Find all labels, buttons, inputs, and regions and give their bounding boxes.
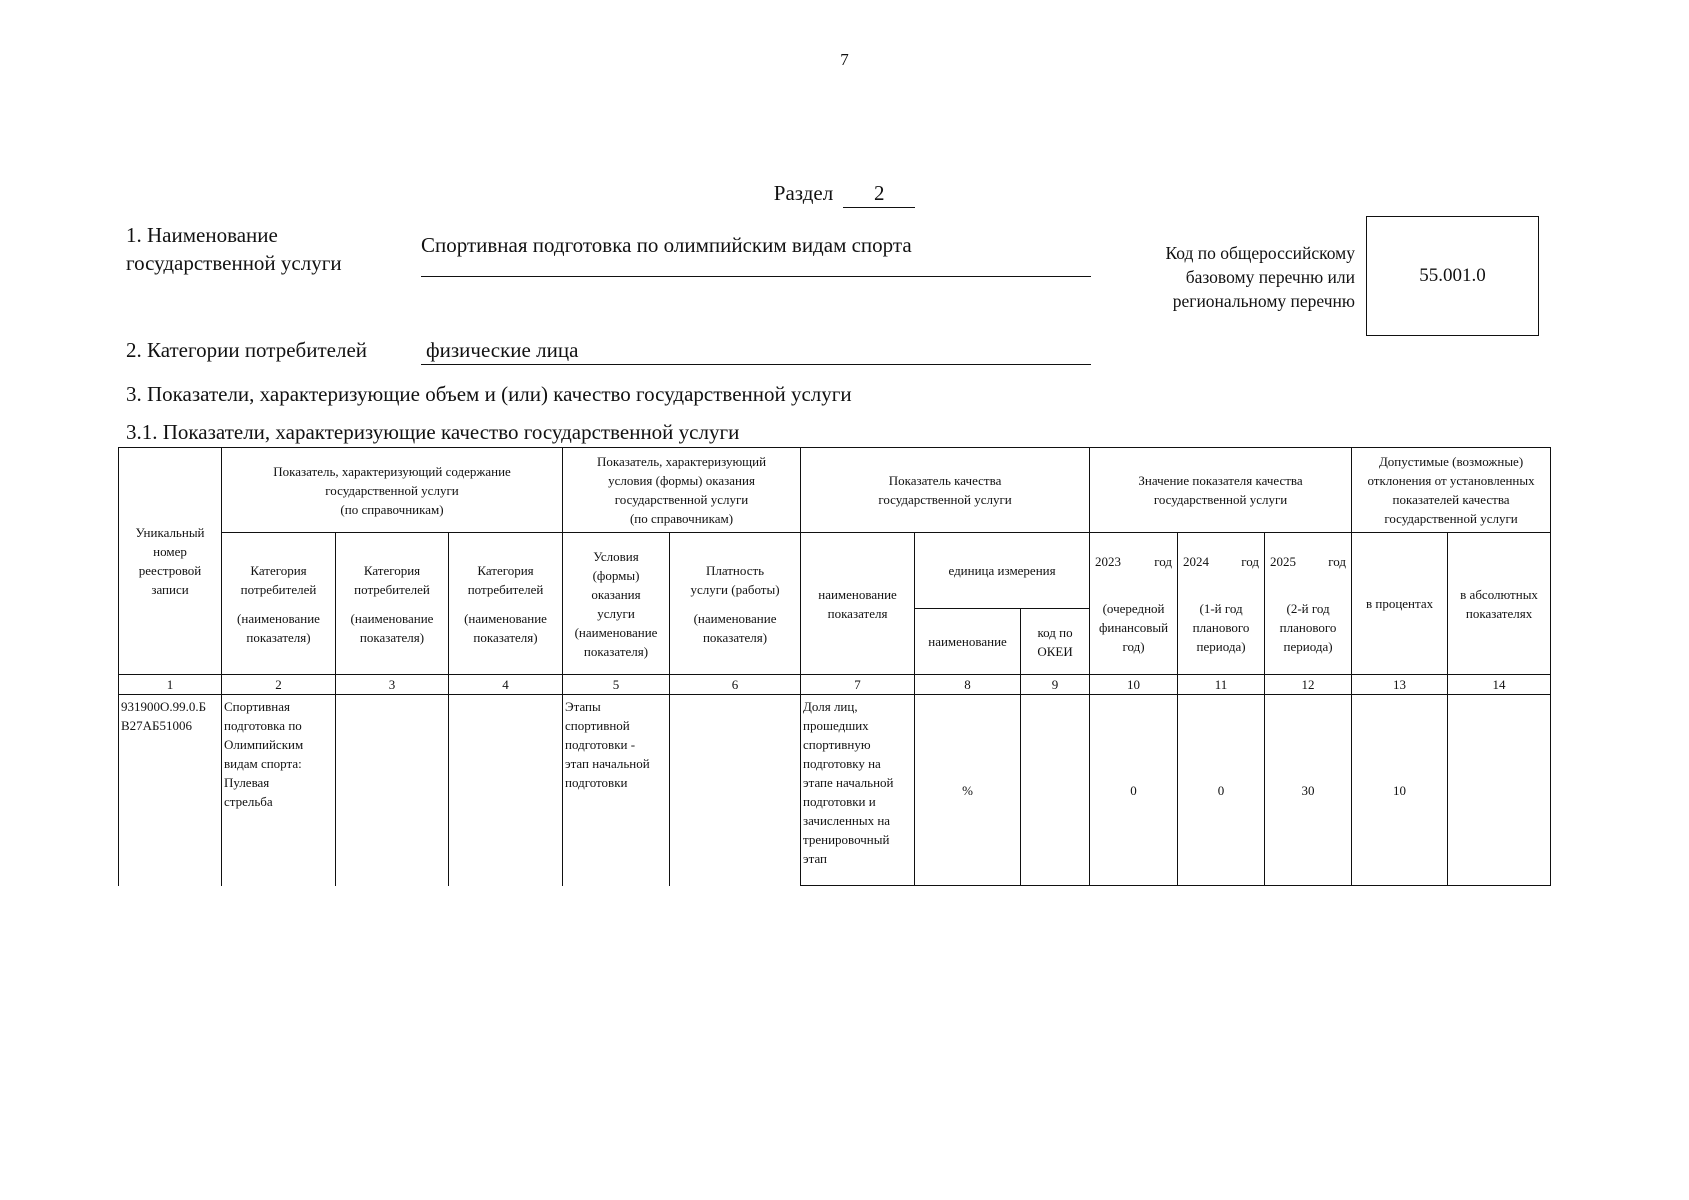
header-text: планового — [1192, 619, 1250, 635]
header-values-group — [1090, 448, 1352, 533]
section3-title: 3. Показатели, характеризующие объем и (или) качество государственной услуги — [126, 382, 852, 406]
header-text: периода) — [1196, 638, 1246, 654]
section-label: Раздел — [773, 181, 834, 205]
code-label-line2: базовому перечню или — [1185, 267, 1355, 287]
header-absolute — [1448, 533, 1551, 675]
header-text: показателя) — [702, 629, 768, 645]
cell-text: этап — [803, 851, 828, 866]
header-text: государственной услуги — [1384, 511, 1518, 526]
section-number: 2 — [843, 180, 915, 208]
header-text: услуги (работы) — [690, 581, 780, 597]
column-number: 4 — [449, 675, 563, 695]
consumers-label: 2. Категории потребителей — [126, 338, 367, 362]
service-name-label — [126, 221, 342, 277]
header-text: (1-й год — [1199, 600, 1243, 616]
cell-conditions — [563, 695, 670, 886]
header-text: (наименование — [574, 624, 658, 640]
header-text: (наименование — [464, 610, 547, 626]
header-text: Категория — [250, 562, 307, 578]
cell-text: подготовку на — [803, 756, 881, 771]
header-text: (наименование — [237, 610, 320, 626]
year-word: год — [1328, 553, 1347, 569]
header-text: Категория — [477, 562, 534, 578]
cell-deviation-percent: 10 — [1352, 695, 1448, 886]
code-value: 55.001.0 — [1419, 265, 1486, 286]
cell-text: подготовки - — [565, 737, 636, 752]
cell-text: этапе начальной — [803, 775, 894, 790]
header-text: потребителей — [467, 581, 544, 597]
column-number: 14 — [1448, 675, 1551, 695]
header-text: записи — [151, 582, 189, 597]
cell-text: спортивную — [803, 737, 871, 752]
header-category-2 — [336, 533, 449, 675]
header-conditions-group — [563, 448, 801, 533]
cell-text: Олимпийским — [224, 737, 304, 752]
header-text: государственной услуги — [325, 482, 459, 498]
header-text: планового — [1279, 619, 1337, 635]
header-text: (наименование — [350, 610, 434, 626]
cell-text: стрельба — [224, 794, 273, 809]
header-quality-group — [801, 448, 1090, 533]
cell-text: В27АБ51006 — [121, 718, 193, 733]
quality-indicators-table — [118, 447, 1551, 886]
year-line — [1268, 552, 1348, 571]
cell-payment — [670, 695, 801, 886]
header-text: потребителей — [354, 581, 430, 597]
header-content-group — [222, 448, 563, 533]
cell-category-2 — [336, 695, 449, 886]
cell-unit: % — [915, 695, 1021, 886]
header-text: год) — [1122, 638, 1145, 654]
header-text: финансовый — [1098, 619, 1169, 635]
header-text: государственной услуги — [614, 492, 749, 507]
cell-text: прошедших — [803, 718, 869, 733]
column-number: 2 — [222, 675, 336, 695]
header-text: показателя) — [473, 629, 538, 645]
header-okei — [1021, 609, 1090, 675]
column-number: 11 — [1178, 675, 1265, 695]
section-heading — [0, 180, 1689, 208]
header-text: показателя) — [246, 629, 311, 645]
header-unit: единица измерения — [915, 533, 1090, 609]
year-word: год — [1241, 553, 1260, 569]
header-text: потребителей — [240, 581, 317, 597]
cell-category — [222, 695, 336, 886]
cell-text: Пулевая — [224, 775, 270, 790]
column-number: 9 — [1021, 675, 1090, 695]
column-number: 3 — [336, 675, 449, 695]
column-number-row — [119, 675, 1551, 695]
header-text: (по справочникам) — [340, 501, 444, 517]
cell-unique-number — [119, 695, 222, 886]
consumers-value: физические лица — [426, 338, 579, 362]
column-number: 8 — [915, 675, 1021, 695]
header-text: периода) — [1283, 638, 1333, 654]
year-line — [1093, 552, 1174, 571]
header-text: Допустимые (возможные) — [1378, 454, 1524, 469]
header-text: условия (формы) оказания — [608, 473, 755, 488]
cell-text: этап начальной — [565, 756, 650, 771]
header-text: Показатель, характеризующий содержание — [273, 463, 511, 479]
header-text: (наименование — [693, 610, 777, 626]
cell-text: 931900О.99.0.Б — [121, 699, 207, 714]
service-name-underline — [421, 276, 1091, 277]
year-word: год — [1154, 553, 1173, 569]
code-box — [1366, 216, 1539, 336]
cell-text: Этапы — [565, 699, 601, 714]
service-name-label-line2: государственной услуги — [126, 251, 342, 275]
column-number: 12 — [1265, 675, 1352, 695]
column-number: 6 — [670, 675, 801, 695]
year-number: 2024 — [1183, 553, 1210, 569]
header-text: показателях — [1465, 605, 1533, 621]
cell-text: зачисленных на — [803, 813, 891, 828]
column-number: 13 — [1352, 675, 1448, 695]
header-text: реестровой — [138, 563, 202, 578]
year-line — [1181, 552, 1261, 571]
cell-text: Доля лиц, — [803, 699, 858, 714]
header-text: в абсолютных — [1460, 586, 1538, 602]
header-in-percent: в процентах — [1352, 533, 1448, 675]
column-number: 7 — [801, 675, 915, 695]
cell-text: подготовки — [565, 775, 628, 790]
cell-indicator — [801, 695, 915, 886]
code-label — [1100, 241, 1355, 313]
service-name-label-line1: 1. Наименование — [126, 223, 278, 247]
cell-text: Спортивная — [224, 699, 290, 714]
header-text: государственной услуги — [1153, 492, 1288, 507]
header-text: (очередной — [1102, 600, 1165, 616]
header-text: Условия — [593, 548, 639, 564]
code-label-line1: Код по общероссийскому — [1165, 243, 1355, 263]
consumers-underline — [421, 364, 1091, 365]
cell-text: подготовки и — [803, 794, 876, 809]
code-label-line3: региональному перечню — [1172, 291, 1355, 311]
page-number: 7 — [840, 50, 849, 69]
header-text: показателя — [827, 605, 888, 621]
year-number: 2025 — [1270, 553, 1297, 569]
table-header-row-2 — [119, 533, 1551, 609]
cell-okei — [1021, 695, 1090, 886]
year-number: 2023 — [1095, 553, 1122, 569]
section31-title: 3.1. Показатели, характеризующие качество государственной услуги — [126, 420, 740, 444]
header-text: услуги — [597, 605, 635, 621]
header-text: государственной услуги — [878, 492, 1012, 507]
service-name-value: Спортивная подготовка по олимпийским видам спорта — [421, 233, 912, 257]
header-text: ОКЕИ — [1037, 643, 1073, 659]
header-unit-name: наименование — [915, 609, 1021, 675]
header-text: (2-й год — [1286, 600, 1330, 616]
header-category-3 — [449, 533, 563, 675]
header-text: отклонения от установленных — [1367, 473, 1535, 488]
header-unique-number — [119, 448, 222, 675]
header-text: показателя) — [359, 629, 425, 645]
header-year-2025 — [1265, 533, 1352, 675]
header-payment — [670, 533, 801, 675]
header-category-1 — [222, 533, 336, 675]
table-row — [119, 695, 1551, 886]
column-number: 1 — [119, 675, 222, 695]
header-text: Показатель, характеризующий — [596, 454, 767, 469]
header-text: показателя) — [583, 643, 649, 659]
header-text: Категория — [363, 562, 421, 578]
cell-value-2023: 0 — [1090, 695, 1178, 886]
table-header-row-1 — [119, 448, 1551, 533]
cell-text: подготовка по — [224, 718, 302, 733]
cell-category-3 — [449, 695, 563, 886]
header-text: оказания — [591, 586, 641, 602]
header-text: Значение показателя качества — [1138, 473, 1303, 488]
cell-text: тренировочный — [803, 832, 890, 847]
column-number: 10 — [1090, 675, 1178, 695]
header-text: Платность — [705, 562, 765, 578]
header-year-2023 — [1090, 533, 1178, 675]
header-deviations-group — [1352, 448, 1551, 533]
cell-text: видам спорта: — [224, 756, 302, 771]
header-text: номер — [153, 544, 187, 559]
cell-value-2025: 30 — [1265, 695, 1352, 886]
header-conditions-forms — [563, 533, 670, 675]
header-year-2024 — [1178, 533, 1265, 675]
header-text: наименование — [818, 586, 897, 602]
header-text: Уникальный — [135, 525, 205, 540]
cell-text: спортивной — [565, 718, 630, 733]
cell-deviation-absolute — [1448, 695, 1551, 886]
header-text: показателей качества — [1392, 492, 1510, 507]
header-text: код по — [1037, 624, 1073, 640]
cell-value-2024: 0 — [1178, 695, 1265, 886]
column-number: 5 — [563, 675, 670, 695]
header-indicator-name — [801, 533, 915, 675]
header-text: Показатель качества — [888, 473, 1002, 488]
header-text: (формы) — [592, 567, 640, 583]
header-text: (по справочникам) — [629, 511, 734, 526]
